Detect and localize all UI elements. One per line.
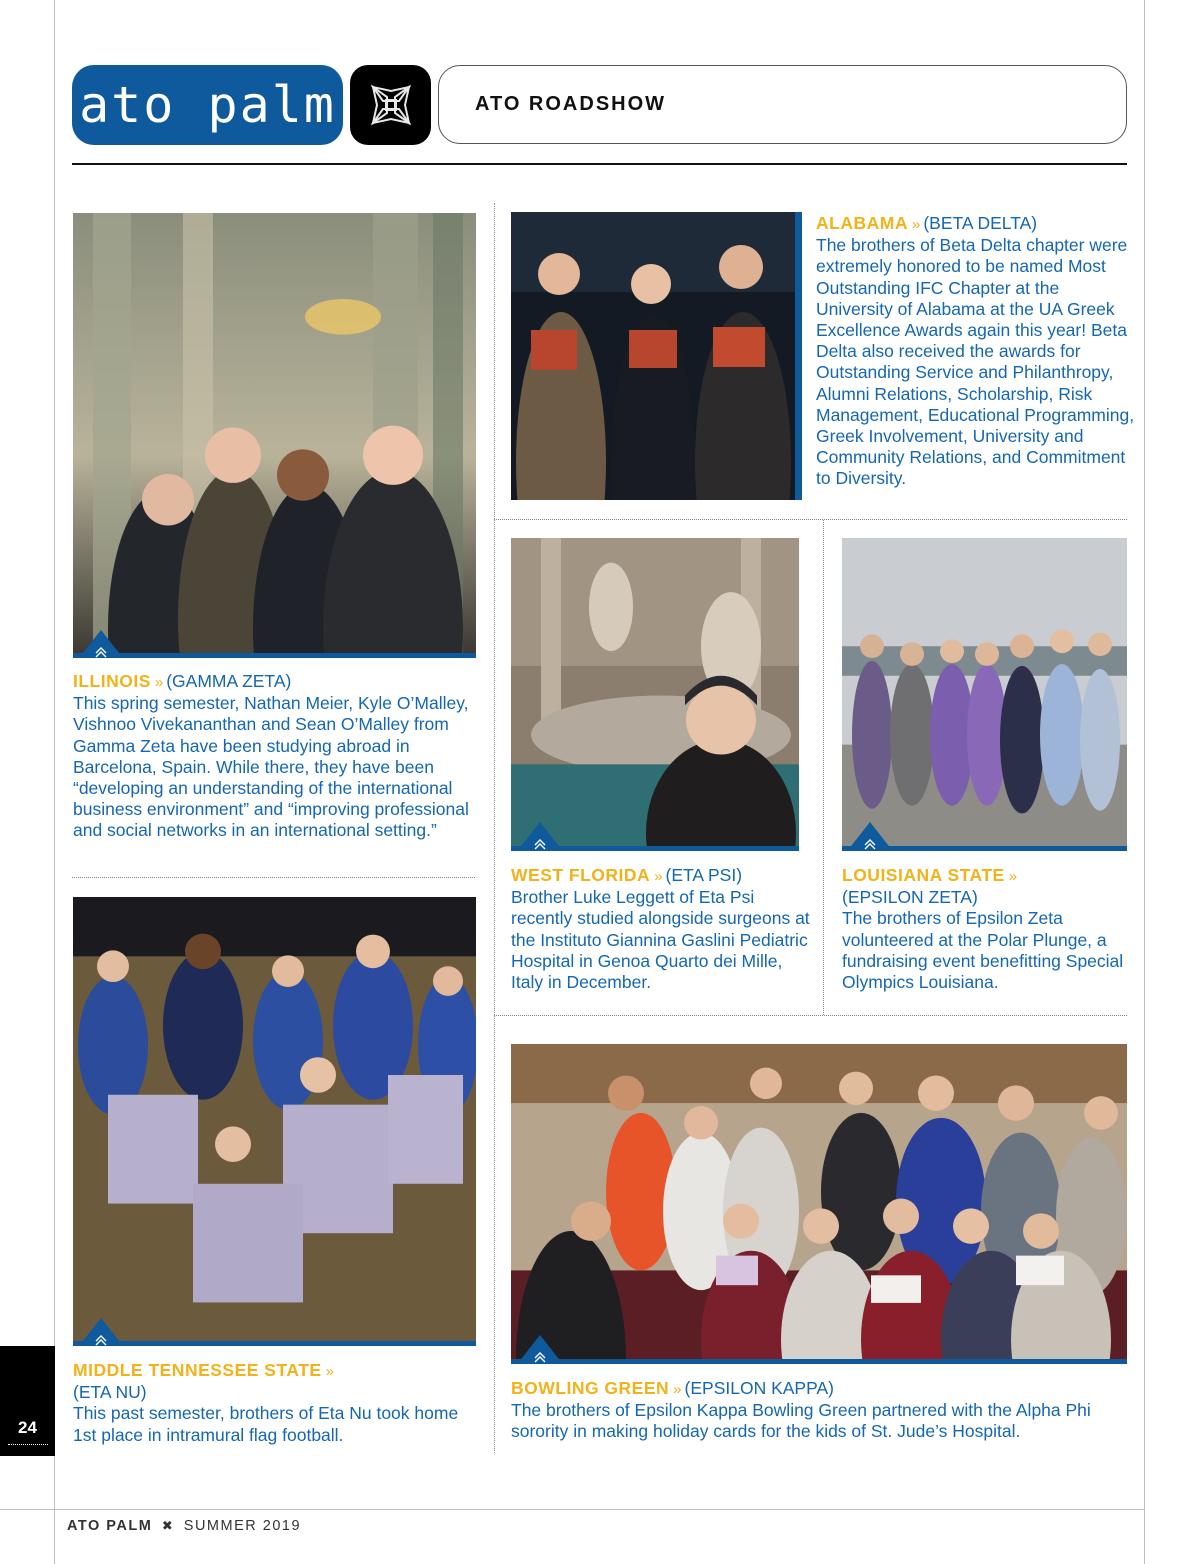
section-header bbox=[438, 65, 1127, 144]
photo-bowling-green bbox=[511, 1044, 1127, 1364]
story-chapter: (GAMMA ZETA) bbox=[166, 671, 292, 691]
page-footer bbox=[67, 1518, 301, 1534]
story-alabama bbox=[816, 213, 1136, 490]
page-edge-left bbox=[54, 0, 55, 1346]
row-divider-top-right bbox=[494, 519, 1127, 520]
story-body: The brothers of Epsilon Kappa Bowling Green partnered with the Alpha Phi sorority in making holiday cards for the kids of St. Jude’s Hospital. bbox=[511, 1400, 1091, 1442]
story-chapter: (ETA NU) bbox=[73, 1382, 147, 1403]
story-middle-tennessee bbox=[73, 1360, 483, 1446]
page-number-rule bbox=[8, 1444, 48, 1445]
section-title: ATO ROADSHOW bbox=[475, 93, 667, 115]
story-school: LOUISIANA STATE bbox=[842, 865, 1005, 885]
brand-logo bbox=[72, 65, 343, 145]
story-louisiana-state bbox=[842, 865, 1132, 993]
story-bowling-green bbox=[511, 1378, 1127, 1443]
story-body: Brother Luke Leggett of Eta Psi recently studied alongside surgeons at the Instituto Giannina Gaslini Pediatric Hospital in Genoa Quarto dei Mille, Italy in December. bbox=[511, 887, 810, 993]
page-number-tab bbox=[0, 1346, 55, 1456]
page-number: 24 bbox=[18, 1418, 37, 1437]
story-school: MIDDLE TENNESSEE STATE bbox=[73, 1360, 322, 1380]
photo-west-florida bbox=[511, 538, 799, 851]
story-school: WEST FLORIDA bbox=[511, 865, 651, 885]
story-school: ALABAMA bbox=[816, 213, 908, 233]
photo-louisiana-state bbox=[842, 538, 1127, 851]
double-chevron-icon: » bbox=[1008, 868, 1015, 885]
row-divider-left bbox=[72, 877, 475, 878]
story-chapter: (EPSILON KAPPA) bbox=[684, 1378, 834, 1398]
ato-crest-icon bbox=[350, 65, 431, 145]
story-chapter: (BETA DELTA) bbox=[923, 213, 1038, 233]
photo-illinois bbox=[73, 213, 476, 658]
column-divider-inner bbox=[823, 520, 824, 1015]
double-chevron-icon: » bbox=[911, 216, 918, 233]
page-edge-left-lower bbox=[54, 1456, 55, 1564]
story-body: The brothers of Epsilon Zeta volunteered at the Polar Plunge, a fundraising event benefitting Special Olympics Louisiana. bbox=[842, 908, 1124, 993]
column-divider bbox=[494, 203, 495, 1453]
story-school: ILLINOIS bbox=[73, 671, 151, 691]
page-edge-right bbox=[1144, 0, 1145, 1564]
header-rule bbox=[72, 163, 1127, 165]
story-illinois bbox=[73, 671, 478, 842]
photo-middle-tennessee bbox=[73, 897, 476, 1346]
brand-text: ato palm bbox=[79, 76, 336, 134]
footer-rule bbox=[0, 1509, 1144, 1510]
double-chevron-icon: » bbox=[673, 1381, 679, 1398]
story-chapter: (EPSILON ZETA) bbox=[842, 887, 978, 908]
double-chevron-icon: » bbox=[154, 674, 161, 691]
footer-magazine: ATO PALM bbox=[67, 1518, 153, 1534]
ato-crest-icon: ✖ bbox=[161, 1518, 175, 1533]
story-body: This past semester, brothers of Eta Nu took home 1st place in intramural flag football. bbox=[73, 1403, 459, 1445]
story-school: BOWLING GREEN bbox=[511, 1378, 670, 1398]
double-chevron-icon: » bbox=[325, 1363, 331, 1380]
row-divider-mid-right bbox=[494, 1015, 1127, 1016]
photo-alabama bbox=[511, 212, 802, 500]
footer-issue: SUMMER 2019 bbox=[183, 1518, 302, 1534]
story-chapter: (ETA PSI) bbox=[665, 865, 743, 885]
story-body: The brothers of Beta Delta chapter were extremely honored to be named Most Outstanding IFC Chapter at the University of Alabama at the UA Greek Excellence Awards again this year! Beta Delta also received the awards for Outstanding Service and Philanthropy, Alumni Relations, Scholarship, Risk Management, Educational Programming, Greek Involvement, University and Community Relations, and Commitment to Diversity. bbox=[816, 235, 1135, 489]
story-west-florida bbox=[511, 865, 811, 993]
story-body: This spring semester, Nathan Meier, Kyle O’Malley, Vishnoo Vivekananthan and Sean O’Malley from Gamma Zeta have been studying abroad in Barcelona, Spain. While there, they have been “developing an understanding of the international business environment” and “improving professional and social networks in an international setting.” bbox=[73, 693, 469, 841]
double-chevron-icon: » bbox=[654, 868, 660, 885]
